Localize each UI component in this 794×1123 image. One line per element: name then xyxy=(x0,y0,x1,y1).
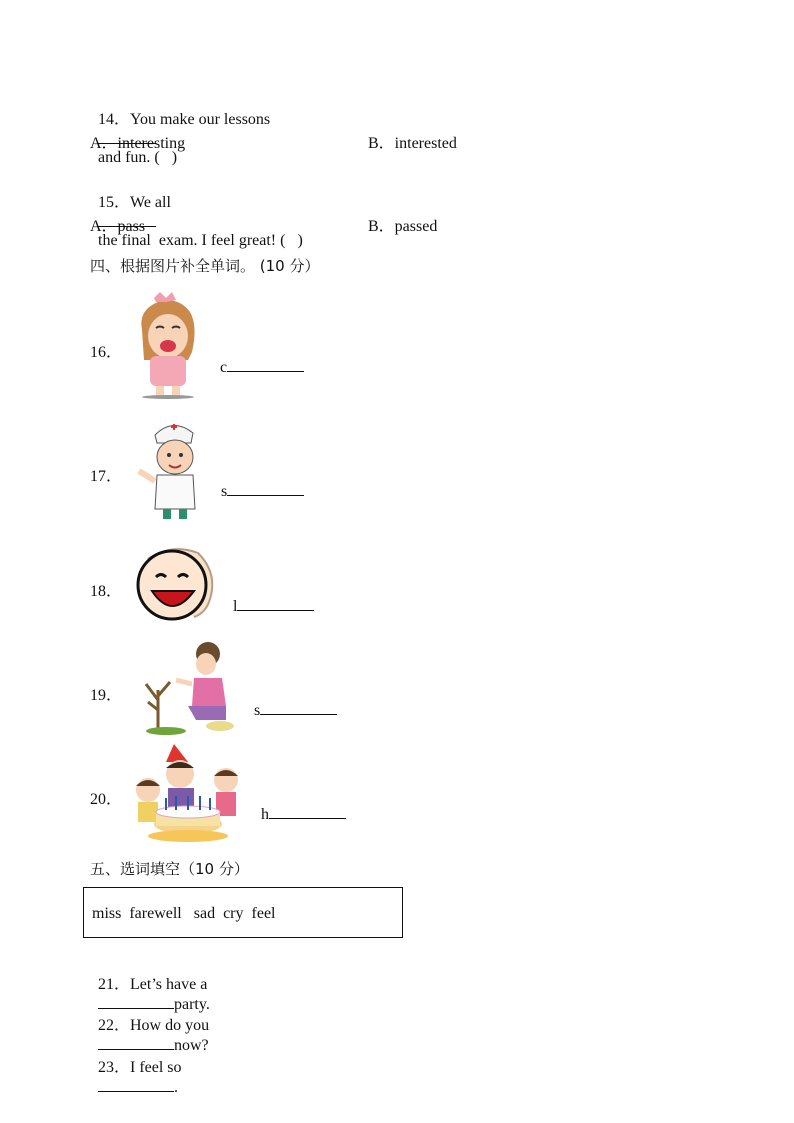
item-20-number: 20． xyxy=(90,791,123,808)
question-23-blank[interactable] xyxy=(98,1077,174,1092)
crying-girl-icon xyxy=(128,290,203,400)
item-17-blank[interactable] xyxy=(227,481,304,496)
item-16-number: 16． xyxy=(90,344,123,361)
item-19-blank[interactable] xyxy=(260,700,337,715)
question-23-rest: . xyxy=(174,1079,178,1096)
laughing-face-icon xyxy=(128,543,220,625)
item-16-blank[interactable] xyxy=(227,357,304,372)
question-15-stem: 15．We all xyxy=(98,194,171,211)
question-15-rest: the final exam. I feel great! ( ) xyxy=(98,232,303,249)
item-20-letter: h xyxy=(261,806,269,823)
item-19-number: 19． xyxy=(90,687,123,704)
question-22-rest: now? xyxy=(174,1037,209,1054)
item-18-blank[interactable] xyxy=(237,596,314,611)
question-23-stem: 23．I feel so xyxy=(98,1059,182,1076)
word-bank: miss farewell sad cry feel xyxy=(92,905,276,922)
question-21-stem: 21．Let’s have a xyxy=(98,976,208,993)
item-16-letter: c xyxy=(220,359,228,376)
item-18-letter: l xyxy=(233,598,238,615)
item-17-number: 17． xyxy=(90,468,123,485)
item-19-letter: s xyxy=(254,702,261,719)
question-21-rest: party. xyxy=(174,996,210,1013)
question-14-stem: 14．You make our lessons xyxy=(98,111,271,128)
birthday-party-icon xyxy=(130,740,245,845)
question-22-stem: 22．How do you xyxy=(98,1017,210,1034)
question-14-option-b[interactable]: B．interested xyxy=(368,135,457,152)
item-19-answer[interactable] xyxy=(246,682,337,720)
item-16-answer[interactable] xyxy=(212,339,304,377)
item-18-number: 18． xyxy=(90,583,123,600)
question-14-option-a[interactable]: A．interesting xyxy=(90,135,186,152)
doctor-icon xyxy=(133,415,208,525)
item-18-answer[interactable] xyxy=(225,578,314,616)
item-20-blank[interactable] xyxy=(269,804,346,819)
question-15 xyxy=(90,171,303,250)
item-17-answer[interactable] xyxy=(213,463,304,501)
question-15-option-b[interactable]: B．passed xyxy=(368,218,438,235)
question-14 xyxy=(90,88,270,167)
question-14-rest: and fun. ( ) xyxy=(98,149,178,166)
section-5-title: 五、选词填空（10 分） xyxy=(90,860,249,878)
item-17-letter: s xyxy=(221,483,228,500)
question-15-option-a[interactable]: A．pass xyxy=(90,218,146,235)
word-bank-box xyxy=(83,887,403,938)
girl-planting-tree-icon xyxy=(140,640,240,736)
item-20-answer[interactable] xyxy=(253,786,346,824)
section-4-title: 四、根据图片补全单词。 (10 分） xyxy=(90,257,320,275)
question-23 xyxy=(90,1036,182,1097)
